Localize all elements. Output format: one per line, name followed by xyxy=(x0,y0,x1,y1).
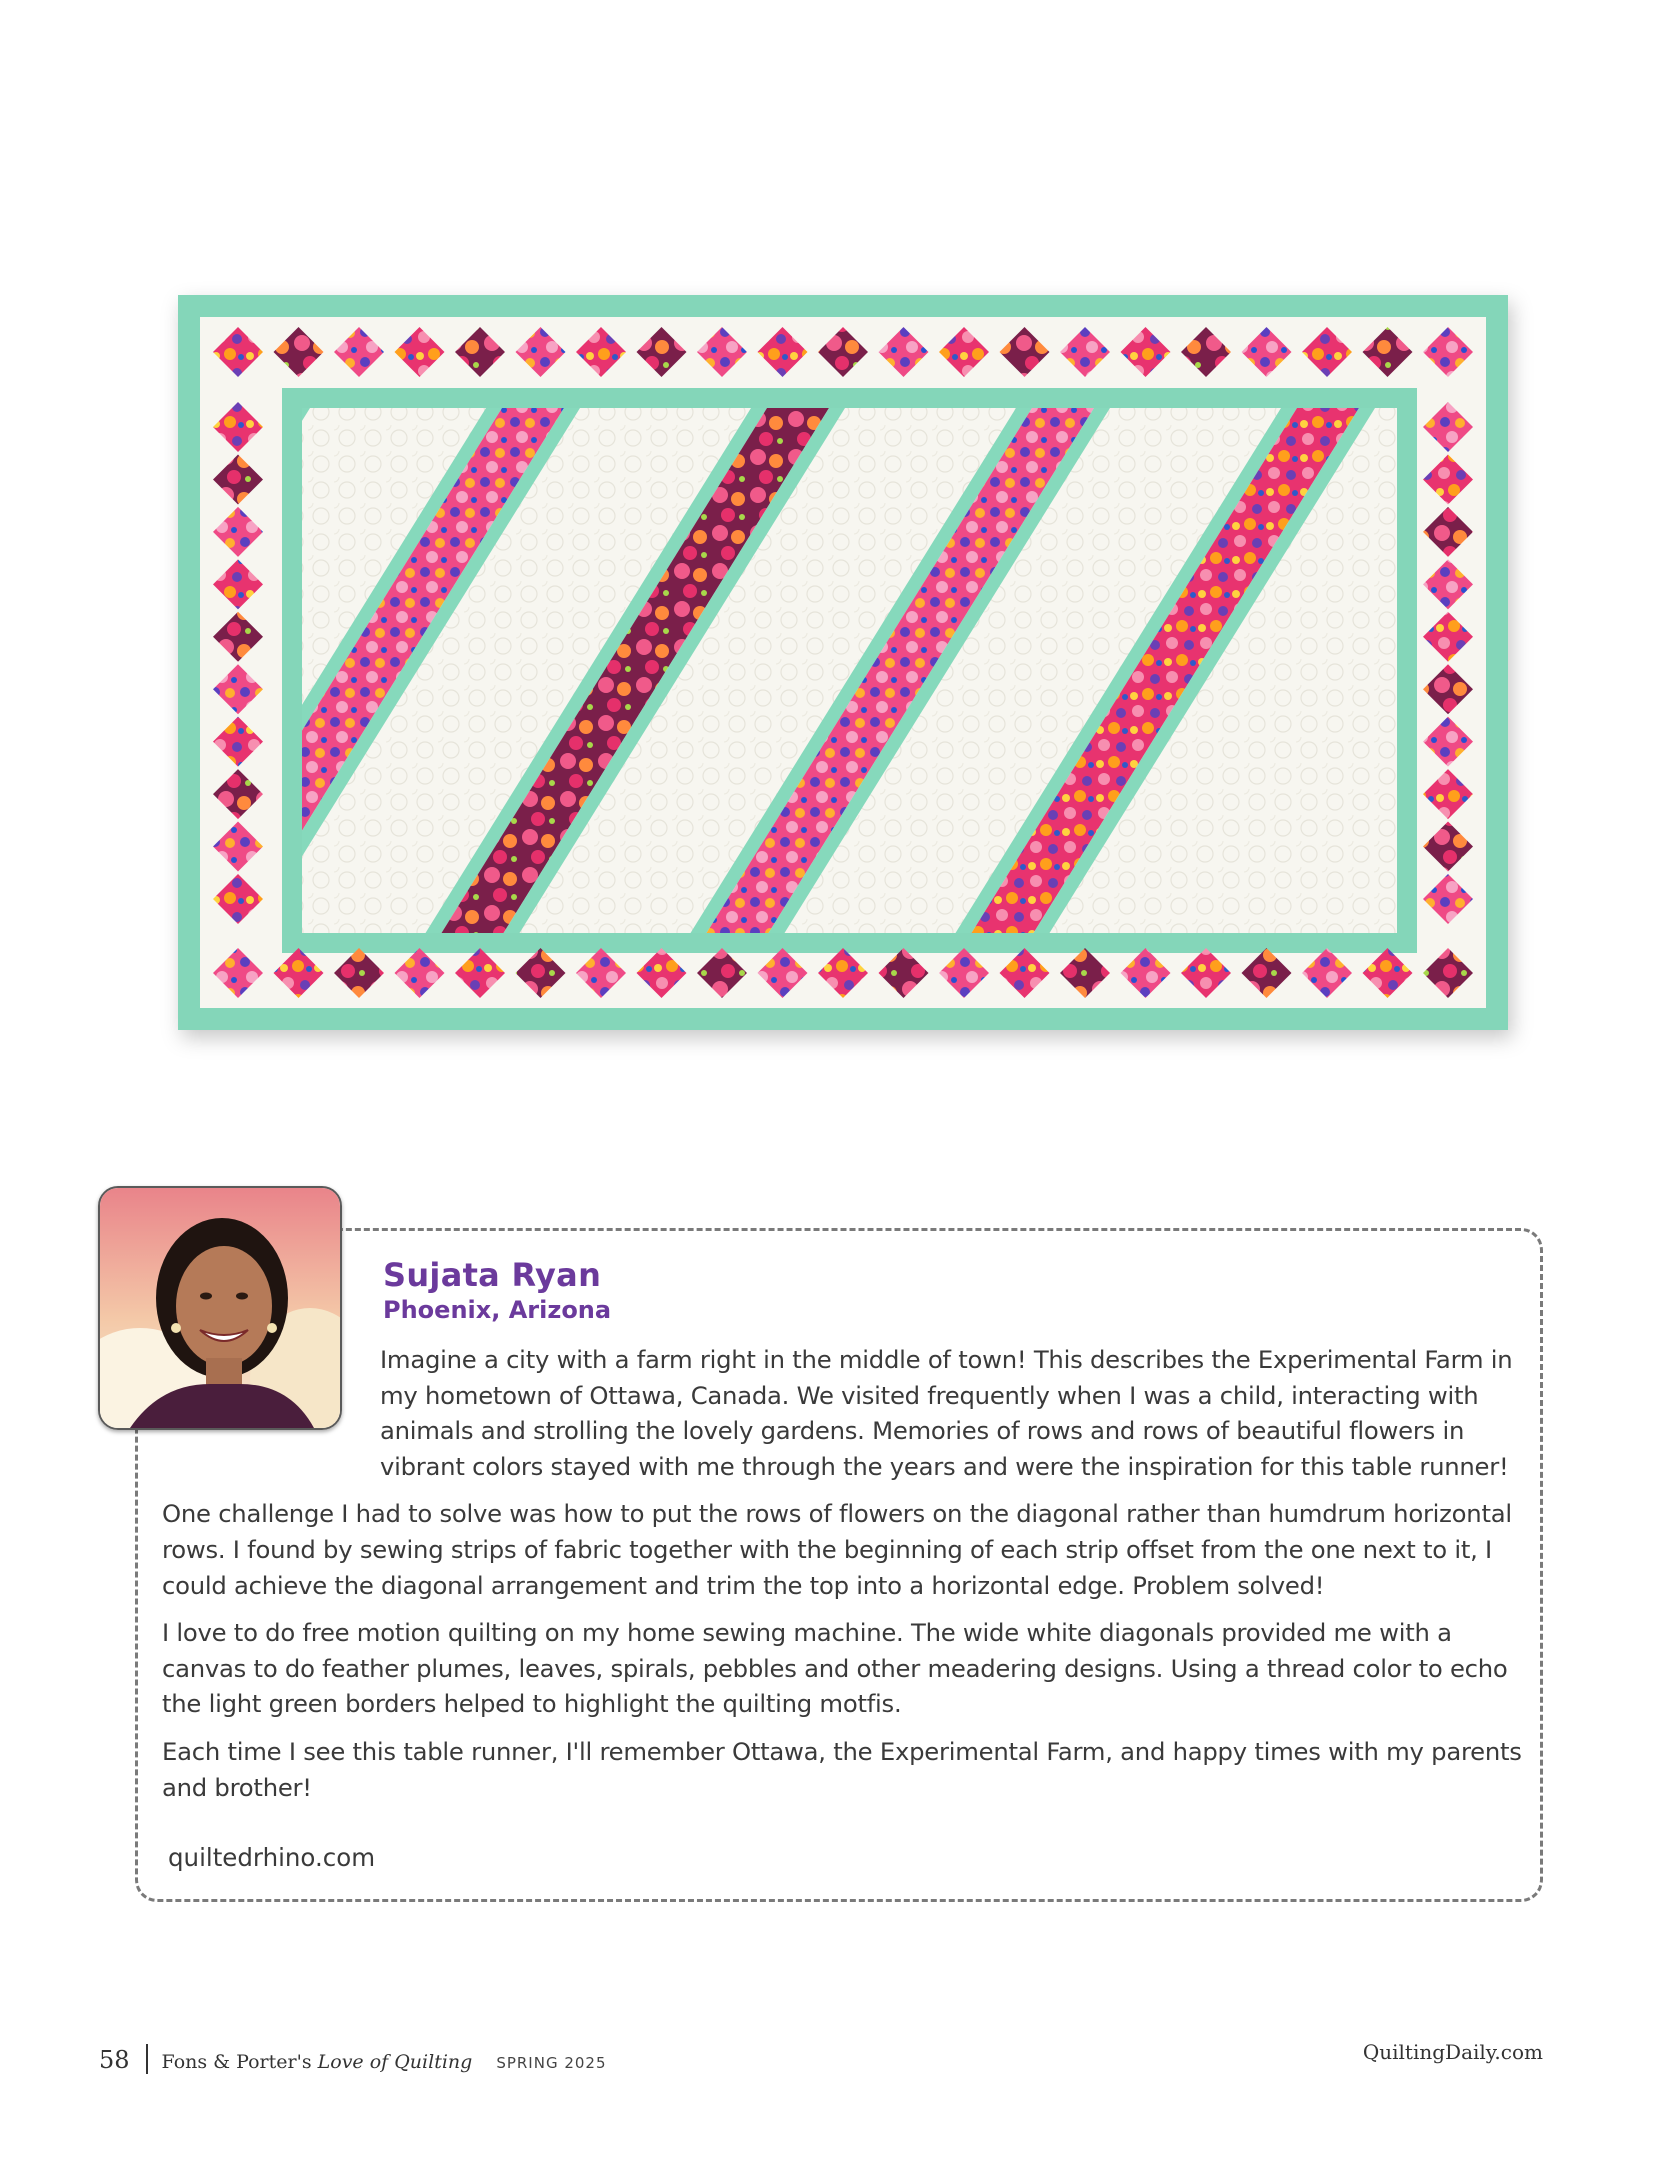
page-number: 58 xyxy=(99,2046,130,2074)
issue-label: SPRING 2025 xyxy=(496,2054,607,2072)
page-footer xyxy=(99,2038,607,2074)
article-body xyxy=(162,1342,1532,1817)
photo-wrap-spacer xyxy=(162,1342,380,1449)
paragraph: One challenge I had to solve was how to put the rows of flowers on the diagonal rather than humdrum horizontal rows. I found by sewing strips of fabric together with the beginning of each strip offset from the one next to it, I could achieve the diagonal arrangement and trim the top into a horizontal edge. Problem solved! xyxy=(162,1499,1512,1600)
table-runner-quilt-photo xyxy=(178,295,1508,1030)
magazine-title-italic: Love of Quilting xyxy=(317,2051,473,2073)
footer-site-link[interactable]: QuiltingDaily.com xyxy=(1362,2040,1543,2064)
magazine-title-prefix: Fons & Porter's xyxy=(161,2051,312,2073)
author-name: Sujata Ryan xyxy=(383,1256,602,1294)
author-website-link[interactable]: quiltedrhino.com xyxy=(168,1843,376,1872)
paragraph: Each time I see this table runner, I'll remember Ottawa, the Experimental Farm, and happy times with my parents and brother! xyxy=(162,1736,1522,1802)
footer-divider xyxy=(146,2044,148,2074)
author-location: Phoenix, Arizona xyxy=(383,1296,612,1324)
paragraph: Imagine a city with a farm right in the middle of town! This describes the Experimental Farm in my hometown of Ottawa, Canada. We visited frequently when I was a child, interacting with animals and strolling the lovely gardens. Memories of rows and rows of beautiful flowers in vibrant colors stayed with me through the years and were the inspiration for this table runner! xyxy=(380,1345,1513,1481)
magazine-title xyxy=(162,2051,473,2073)
paragraph: I love to do free motion quilting on my home sewing machine. The wide white diagonals provided me with a canvas to do feather plumes, leaves, spirals, pebbles and other meadering designs. Using a thread color to echo the light green borders helped to highlight the quilting motfis. xyxy=(162,1618,1508,1719)
